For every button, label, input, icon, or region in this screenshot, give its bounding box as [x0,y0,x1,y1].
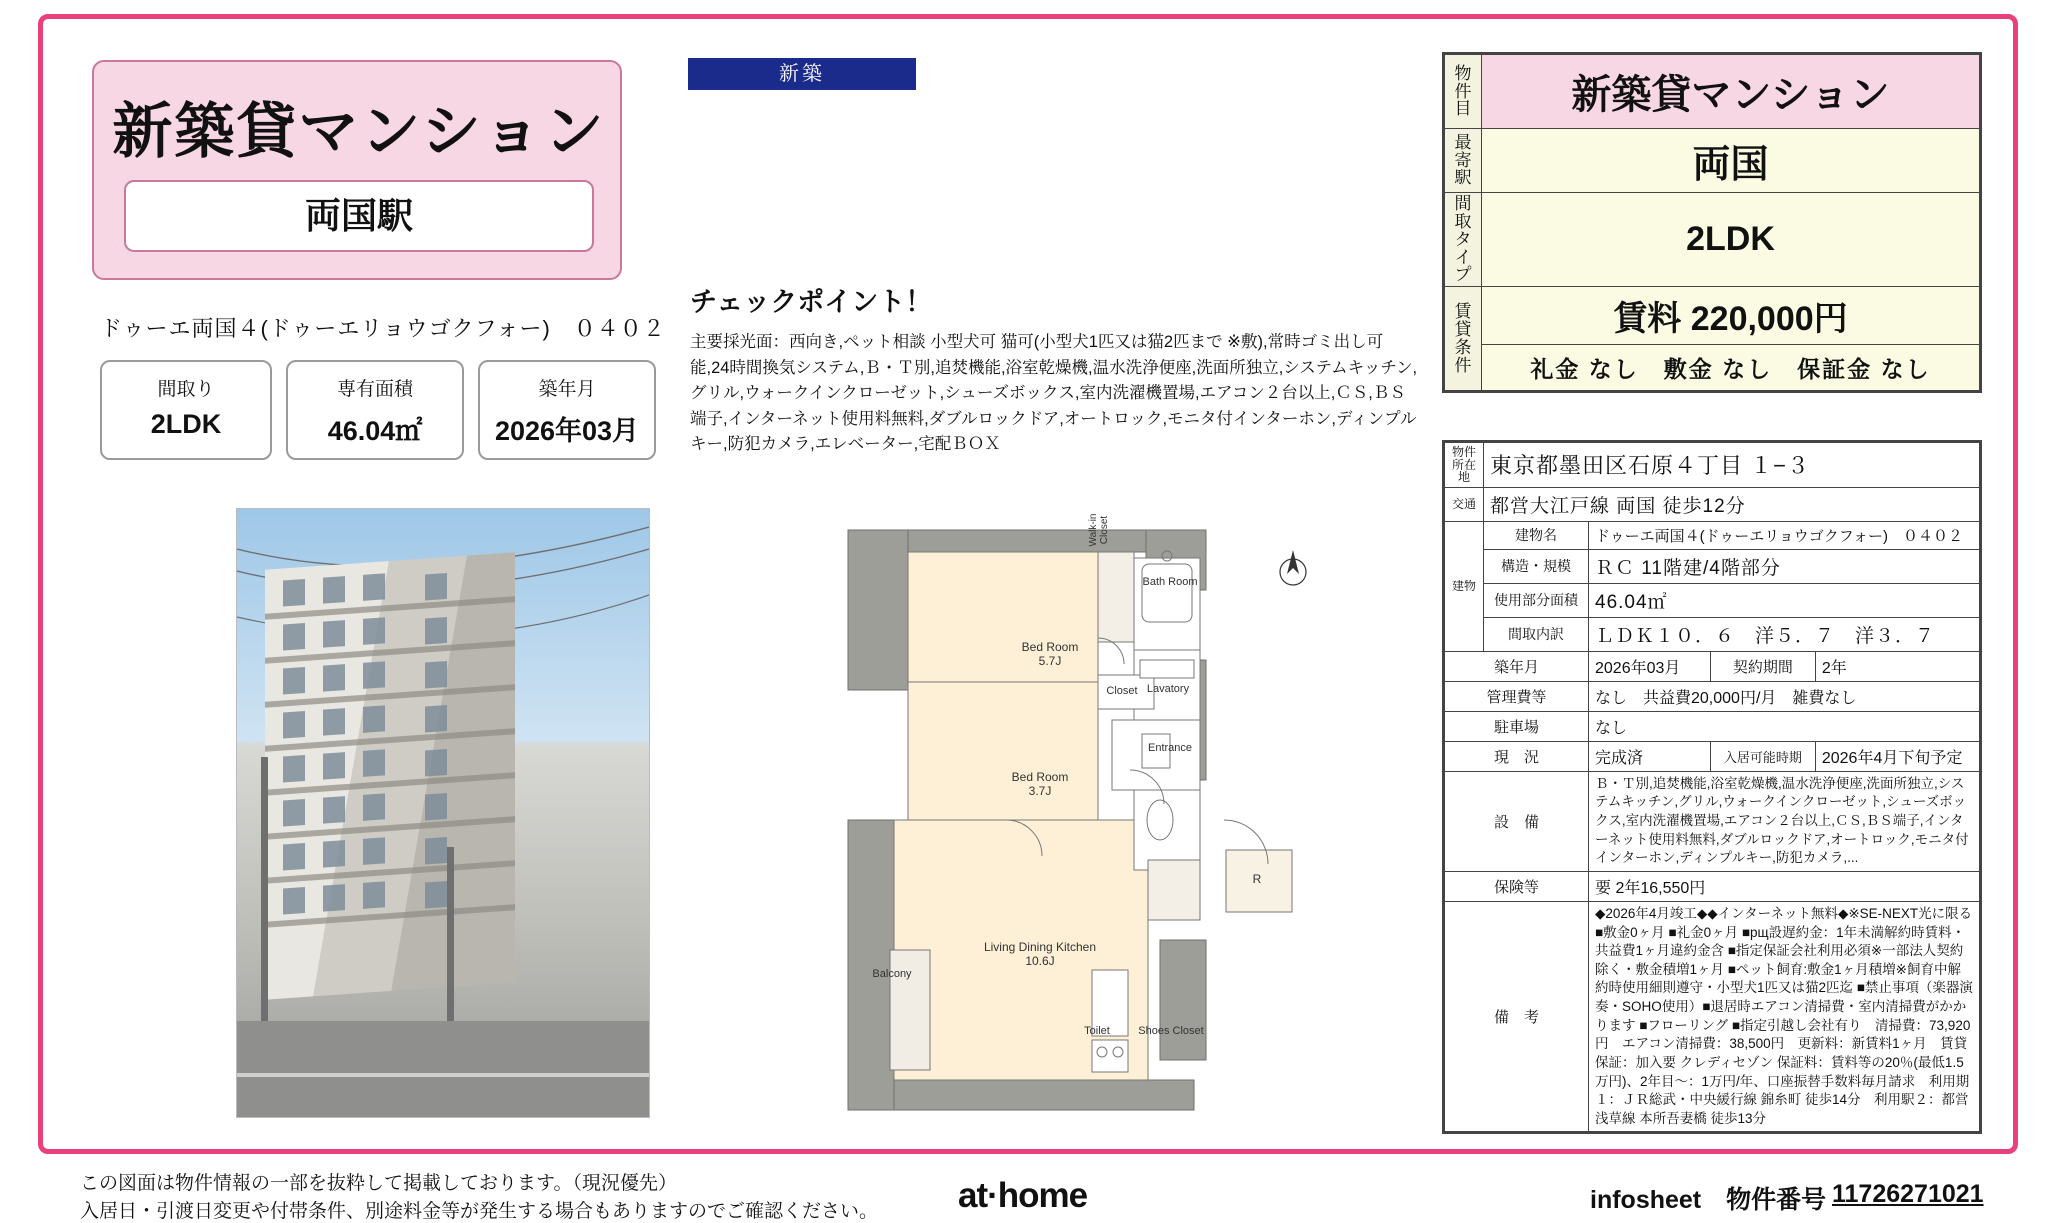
spec-layout-value: 2LDK [150,409,222,439]
row-label-layout: 間取タイプ [1445,193,1482,287]
room-label-r: R [1252,872,1262,886]
spec-layout [100,360,272,460]
access-value: 都営大江戸線 両国 徒歩12分 [1484,487,1980,521]
room-name: Bed Room [1021,640,1079,654]
label-insurance: 保険等 [1445,871,1589,901]
checkpoint-title: チェックポイント！ [690,287,933,317]
label-available-date: 入居可能時期 [1710,741,1815,771]
building-name-line: ドゥーエ両国４(ドゥーエリョウゴクフォー) ０４０２ [100,316,666,341]
room-name: Bed Room [1011,770,1069,784]
label-facilities: 設 備 [1445,771,1589,871]
street [237,1021,649,1117]
insurance-value: 要 2年16,550円 [1589,871,1980,901]
room-label-bed2 [980,770,1100,798]
spec-area-value: 46.04㎡ [327,416,423,446]
room-size: 3.7J [1028,784,1052,798]
label-access: 交通 [1445,487,1484,521]
infosheet-label: infosheet 物件番号 [1590,1186,1827,1214]
floor-plan [830,513,1360,1120]
room-size: 5.7J [1038,654,1062,668]
room-label-toilet: Toilet [1084,1025,1110,1037]
building-photo [236,508,650,1118]
nearest-station-value: 両国 [1482,129,1980,193]
label-contract-term: 契約期間 [1710,651,1815,681]
checkpoint-body: 主要採光面：西向き,ペット相談 小型犬可 猫可(小型犬1匹又は猫2匹まで ※敷),常時ゴミ出し可能,24時間換気システム,Ｂ・Ｔ別,追焚機能,浴室乾燥機,温水洗浄便座,洗面所独立,システムキッチン,グリル,ウォークインクローゼット,シューズボックス,室内洗濯機置場,エアコン２台以上,ＣＳ,ＢＳ端子,インターネット使用料無料,ダブルロックドア,オートロック,モニタ付インターホン,ディンプルキー,防犯カメラ,エレベーター,宅配ＢＯＸ [690,333,1418,454]
label-built-date: 築年月 [1445,651,1589,681]
spec-area-label: 専有面積 [336,379,413,400]
station-label: 両国駅 [304,195,413,236]
spec-builtdate-value: 2026年03月 [494,416,640,446]
room-label-ldk [940,940,1140,968]
room-label-lavatory: Lavatory [1146,683,1190,695]
area-value: 46.04㎡ [1589,583,1980,617]
facilities-value: Ｂ・Ｔ別,追焚機能,浴室乾燥機,温水洗浄便座,洗面所独立,システムキッチン,グリル,ウォークインクローゼット,シューズボックス,室内洗濯機置場,エアコン２台以上,ＣＳ,ＢＳ端子,インターネット使用料無料,ダブルロックドア,オートロック,モニタ付インターホン,ディンプルキー,防犯カメラ,... [1589,771,1980,871]
label-area: 使用部分面積 [1484,583,1589,617]
label-remarks: 備 考 [1445,901,1589,1132]
athome-logo: at·home [958,1176,1088,1215]
new-badge [688,58,916,90]
compass-north-icon [1275,548,1311,590]
footer-note-1: この図面は物件情報の一部を抜粋して掲載しております。（現況優先） [80,1173,677,1194]
page-title: 新築貸マンション [112,98,606,165]
label-management-fee: 管理費等 [1445,681,1589,711]
management-fee-value: なし 共益費20,000円/月 雑費なし [1589,681,1980,711]
room-size: 10.6J [1025,954,1055,968]
contract-term-value: 2年 [1815,651,1979,681]
address-value: 東京都墨田区石原４丁目 １−３ [1484,443,1980,488]
built-date-value: 2026年03月 [1589,651,1711,681]
layout-detail-value: ＬＤＫ１０．６ 洋５．７ 洋３．７ [1589,617,1980,651]
summary-table [1442,52,1982,393]
title-box [92,60,622,280]
parking-value: なし [1589,711,1980,741]
room-label-entrance: Entrance [1147,742,1193,754]
remarks-value: ◆2026年4月竣工◆◆インターネット無料◆※SE-NEXT光に限る ■敷金0ヶ月 ■礼金0ヶ月 ■рщ設遅約金：1年未満解約時賃料・共益費1ヶ月違約金含 ■指定保証会社利用必須※一部法人契約除く・敷金積増1ヶ月 ■ペット飼育:敷金1ヶ月積増※飼育中解約時使用細則遵守・小型犬1匹又は猫2匹迄 ■禁止事項（楽器演奏・SOHO使用）■退居時エアコン清掃費・室内清掃費がかかります ■フローリング ■指定引越し会社有り 清掃費：73,920円 エアコン清掃費：38,500円 更新料：新賃料1ヶ月 賃貸保証：加入要 クレディセゾン 保証料：賃料等の20％(最低1.5万円)、2年目～：1万円/年、口座振替手数料毎月請求 利用期１：ＪＲ総武・中央緩行線 錦糸町 徒歩14分 利用駅２：都営浅草線 本所吾妻橋 徒歩13分 [1589,901,1980,1132]
label-address: 物件所在地 [1445,443,1484,488]
spec-builtdate [478,360,656,460]
room-name: Living Dining Kitchen [983,940,1097,954]
spec-area [286,360,464,460]
structure-value: ＲＣ 11階建/4階部分 [1589,549,1980,583]
available-date-value: 2026年4月下旬予定 [1815,741,1979,771]
row-label-rent-conditions: 賃貸条件 [1445,287,1482,391]
deposit-conditions-value: 礼金 なし 敷金 なし 保証金 なし [1482,345,1980,391]
infosheet-number: 11726271021 [1832,1180,1984,1208]
label-layout-detail: 間取内訳 [1484,617,1589,651]
building-name-value: ドゥーエ両国４(ドゥーエリョウゴクフォー) ０４０２ [1589,521,1980,549]
row-label-station: 最寄駅 [1445,129,1482,193]
property-type-value: 新築貸マンション [1482,55,1980,129]
room-label-closet: Closet [1106,685,1138,697]
new-badge-label: 新築 [779,63,825,85]
building-body [265,552,515,999]
label-structure: 構造・規模 [1484,549,1589,583]
label-status: 現 況 [1445,741,1589,771]
label-building: 建物 [1445,521,1484,651]
spec-layout-label: 間取り [157,379,215,400]
room-label-balcony: Balcony [872,968,912,980]
footer-note-2: 入居日・引渡日変更や付帯条件、別途料金等が発生する場合もありますのでご確認ください。 [80,1201,879,1222]
room-label-bath: Bath Room [1142,576,1198,588]
room-label-walk-in-closet: Walk-in Closet [1088,513,1110,547]
layout-type-value: 2LDK [1482,193,1980,287]
spec-builtdate-label: 築年月 [538,379,596,400]
station-box [124,180,594,252]
details-table [1442,440,1982,1134]
room-label-bed1 [990,640,1110,668]
label-parking: 駐車場 [1445,711,1589,741]
rent-value: 賃料 220,000円 [1482,287,1980,345]
label-building-name: 建物名 [1484,521,1589,549]
status-value: 完成済 [1589,741,1711,771]
row-label-property: 物件目 [1445,55,1482,129]
spec-row [100,360,640,460]
room-label-shoes-closet: Shoes Closet [1138,1025,1204,1037]
